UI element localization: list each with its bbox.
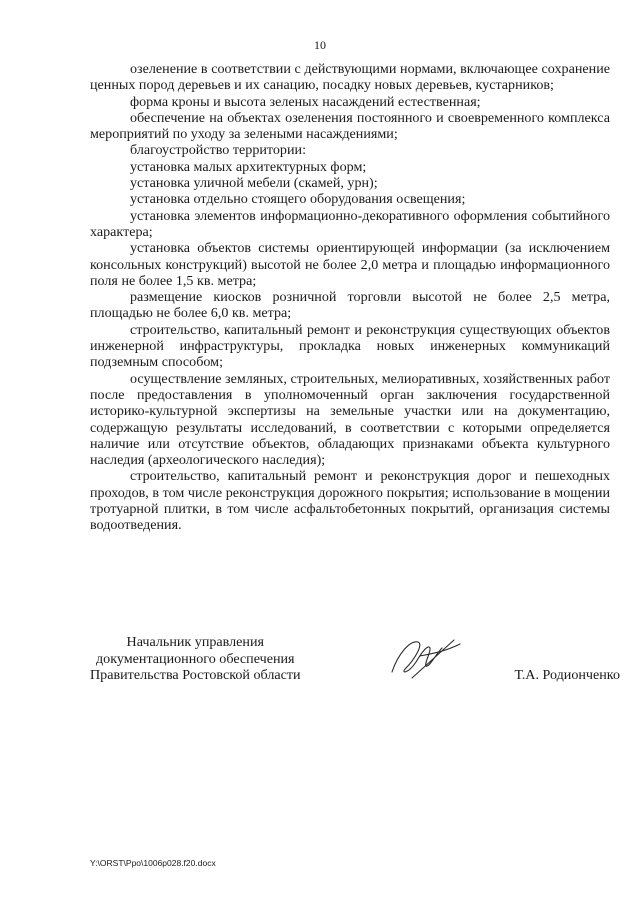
paragraph: размещение киосков розничной торговли высотой не более 2,5 метра, площадью не более 6,0 кв. метра;: [90, 289, 610, 322]
paragraph: установка малых архитектурных форм;: [130, 158, 367, 175]
paragraph: установка объектов системы ориентирующей информации (за исключением консольных конструкций) высотой не более 2,0 метра и площадью информационного поля не более 1,5 кв. метра;: [90, 240, 610, 289]
handwritten-signature: [384, 634, 464, 684]
paragraph: установка отдельно стоящего оборудования освещения;: [130, 191, 466, 208]
signatory-title-line: документационного обеспечения: [96, 650, 295, 667]
paragraph: установка элементов информационно-декоративного оформления событийного характера;: [90, 207, 610, 240]
signatory-title-line: Правительства Ростовской области: [90, 667, 301, 684]
paragraph: установка уличной мебели (скамей, урн);: [130, 175, 378, 192]
paragraph: строительство, капитальный ремонт и реконструкция дорог и пешеходных проходов, в том числе реконструкция дорожного покрытия; использование в мощении тротуарной плитки, в том числе асфальтобетонных покрытий, организация системы водоотведения.: [90, 468, 610, 534]
file-path-footer: Y:\ORST\Ppo\1006p028.f20.docx: [90, 858, 216, 868]
signature-block: [90, 634, 620, 694]
document-body: [90, 61, 610, 534]
paragraph: строительство, капитальный ремонт и реконструкция существующих объектов инженерной инфраструктуры, прокладка новых инженерных коммуникаций подземным способом;: [90, 321, 610, 371]
signatory-title-line: Начальник управления: [126, 634, 265, 650]
paragraph: обеспечение на объектах озеленения постоянного и своевременного комплекса мероприятий по уходу за зелеными насаждениями;: [90, 109, 610, 143]
page-number: 10: [314, 38, 326, 52]
signatory-title: [90, 634, 301, 684]
paragraph: благоустройство территории:: [130, 142, 306, 159]
signatory-name: Т.А. Родионченко: [514, 667, 620, 683]
paragraph: форма кроны и высота зеленых насаждений естественная;: [130, 93, 481, 110]
paragraph: озеленение в соответствии с действующими нормами, включающее сохранение ценных пород деревьев и их санацию, посадку новых деревьев, кустарников;: [90, 61, 610, 94]
paragraph: осуществление земляных, строительных, мелиоративных, хозяйственных работ после предоставления в уполномоченный орган заключения государственной историко-культурной экспертизы на земельные участки или на документацию, содержащую результаты исследований, в соответствии с которыми определяется наличие или отсутствие объектов, обладающих признаками объекта культурного наследия (археологического наследия);: [90, 370, 610, 469]
